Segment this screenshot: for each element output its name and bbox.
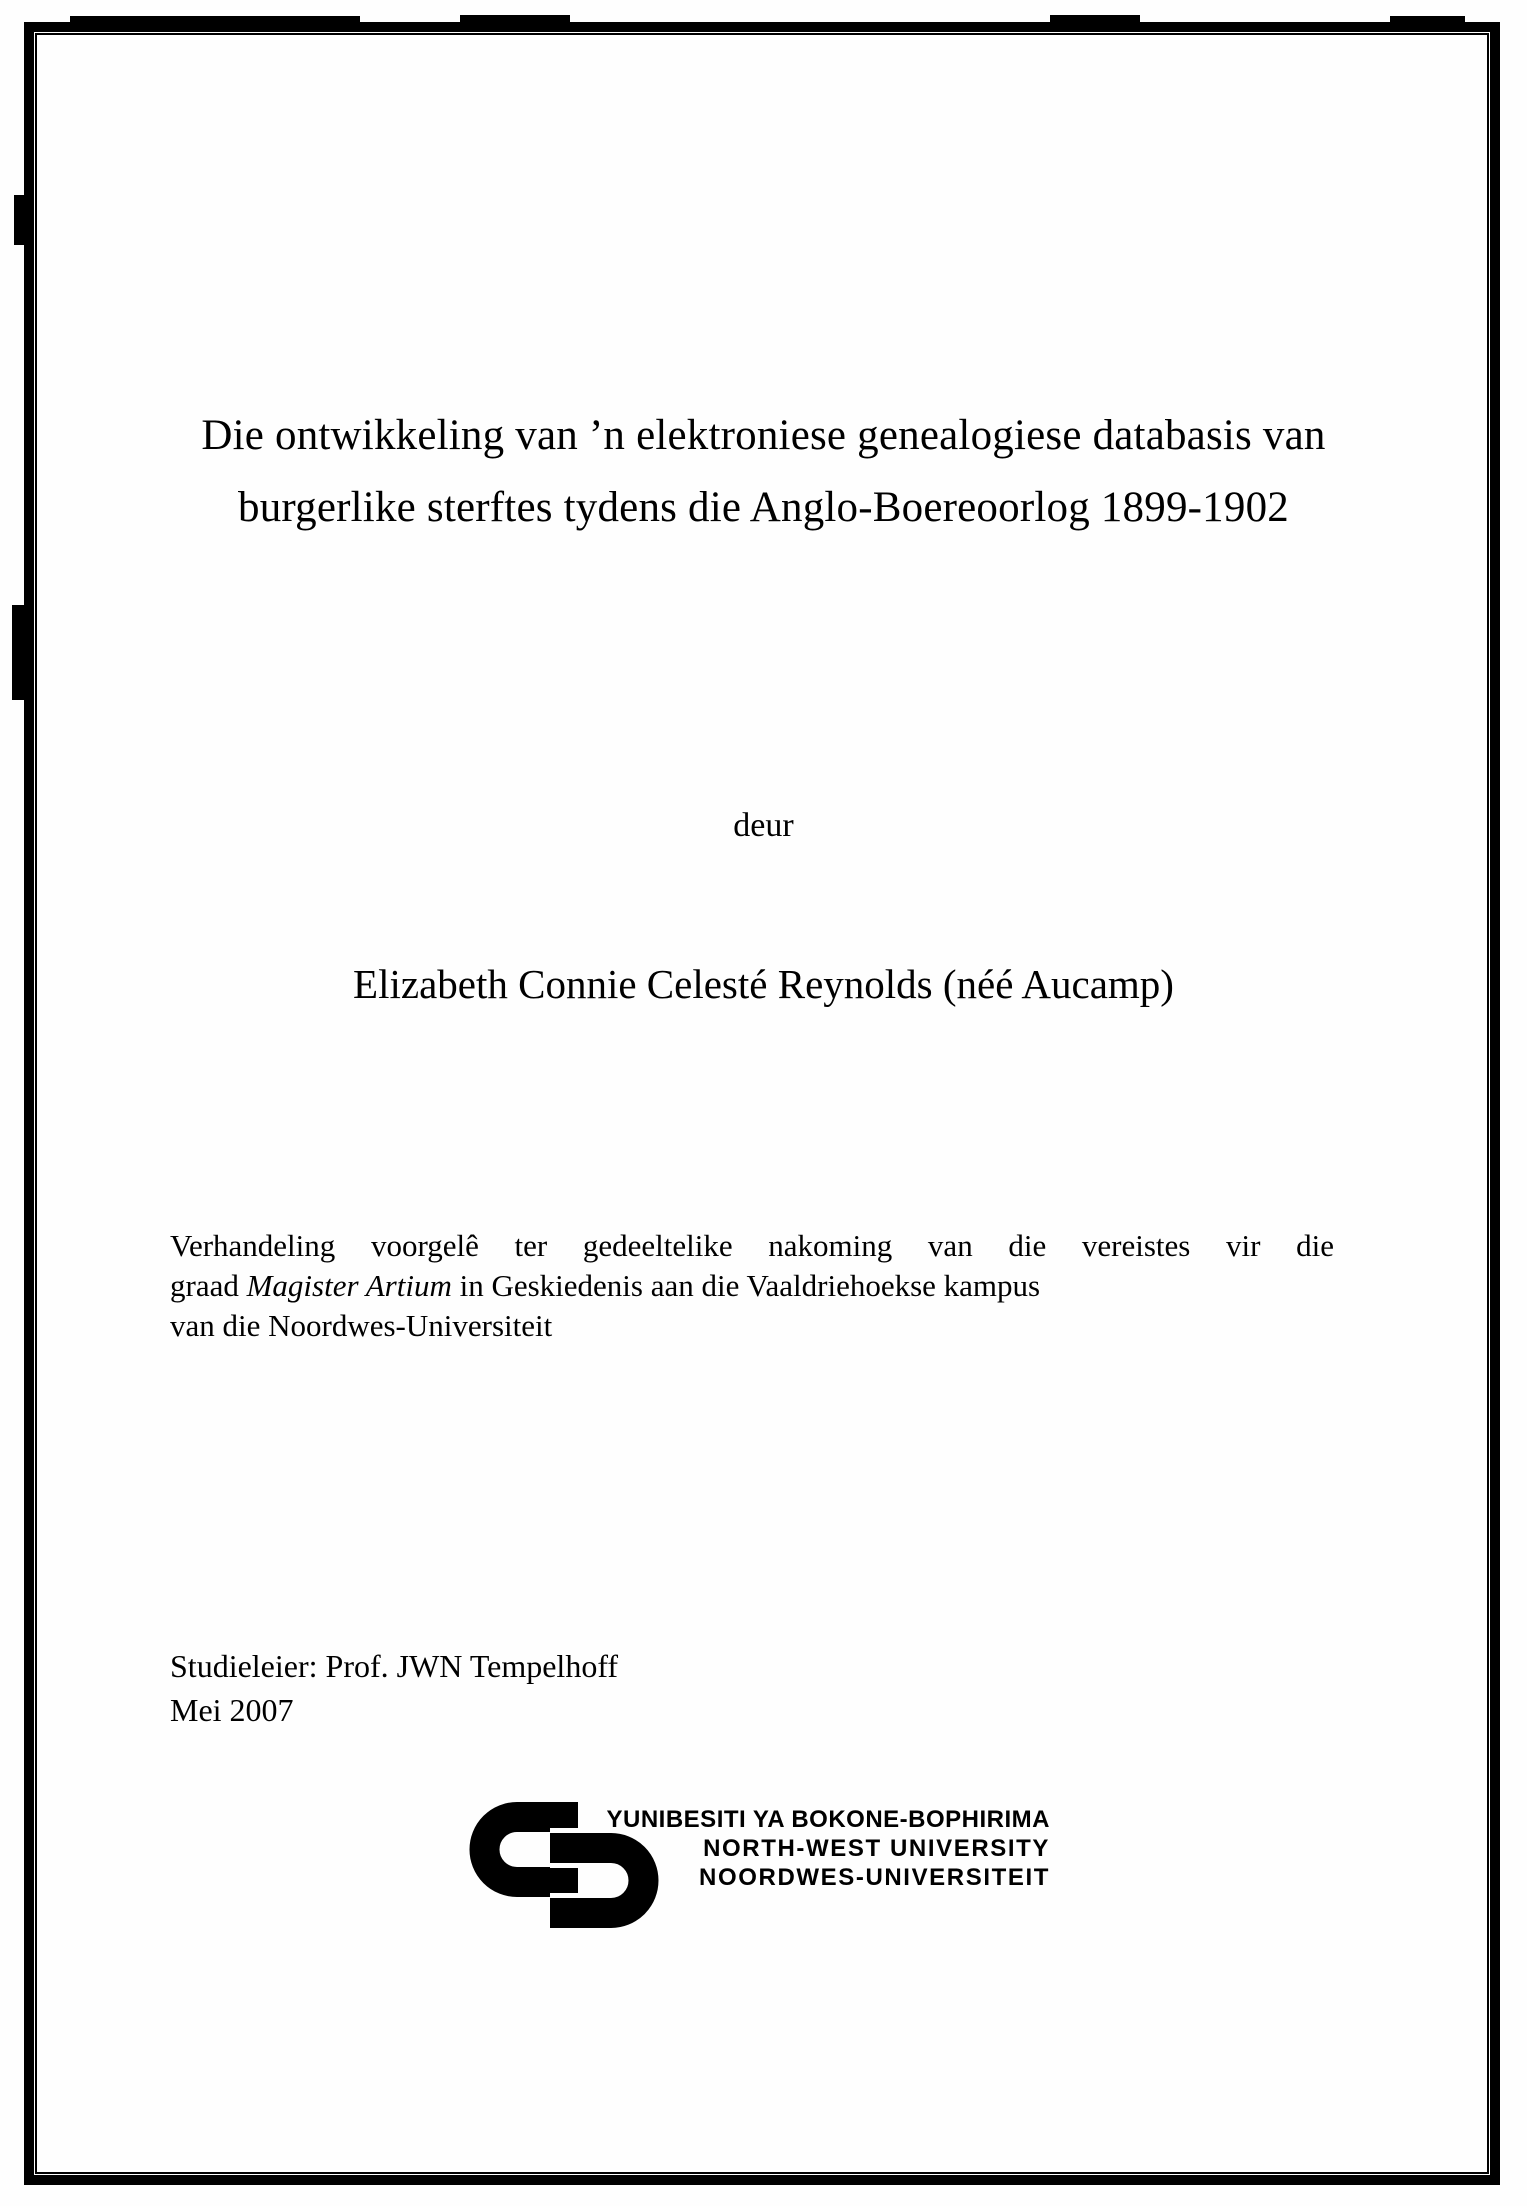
scan-artifact (460, 15, 570, 23)
degree-statement (170, 1226, 1334, 1346)
logo-text-english: NORTH-WEST UNIVERSITY (703, 1835, 1050, 1862)
date-line: Mei 2007 (170, 1692, 294, 1728)
thesis-title-line1: Die ontwikkeling van ’n elektroniese genealogiese databasis van (201, 412, 1326, 459)
degree-statement-line2-suffix: in Geskiedenis aan die Vaaldriehoekse kampus (451, 1268, 1041, 1303)
degree-statement-line1: Verhandeling voorgelê ter gedeeltelike nakoming van die vereistes vir die (170, 1228, 1334, 1263)
supervisor-line: Studieleier: Prof. JWN Tempelhoff (170, 1648, 619, 1684)
degree-statement-line2-prefix: graad (170, 1268, 247, 1303)
scan-artifact (1390, 16, 1465, 23)
thesis-title-line2: burgerlike sterftes tydens die Anglo-Boereoorlog 1899-1902 (238, 484, 1289, 531)
university-logo-text (588, 1805, 1050, 1892)
degree-statement-line2 (170, 1266, 1334, 1306)
degree-name-italic: Magister Artium (246, 1268, 452, 1303)
supervisor-block (170, 1644, 618, 1732)
scan-artifact (12, 605, 27, 700)
logo-text-setswana: YUNIBESITI YA BOKONE-BOPHIRIMA (606, 1806, 1050, 1833)
thesis-title (100, 400, 1427, 544)
logo-text-afrikaans: NOORDWES-UNIVERSITEIT (699, 1864, 1050, 1891)
byline-deur: deur (733, 807, 794, 844)
scan-artifact (70, 16, 360, 25)
author-name: Elizabeth Connie Celesté Reynolds (néé Aucamp) (353, 961, 1174, 1007)
scan-artifact (14, 195, 26, 245)
degree-statement-line3: van die Noordwes-Universiteit (170, 1308, 553, 1343)
scan-artifact (1050, 15, 1140, 23)
